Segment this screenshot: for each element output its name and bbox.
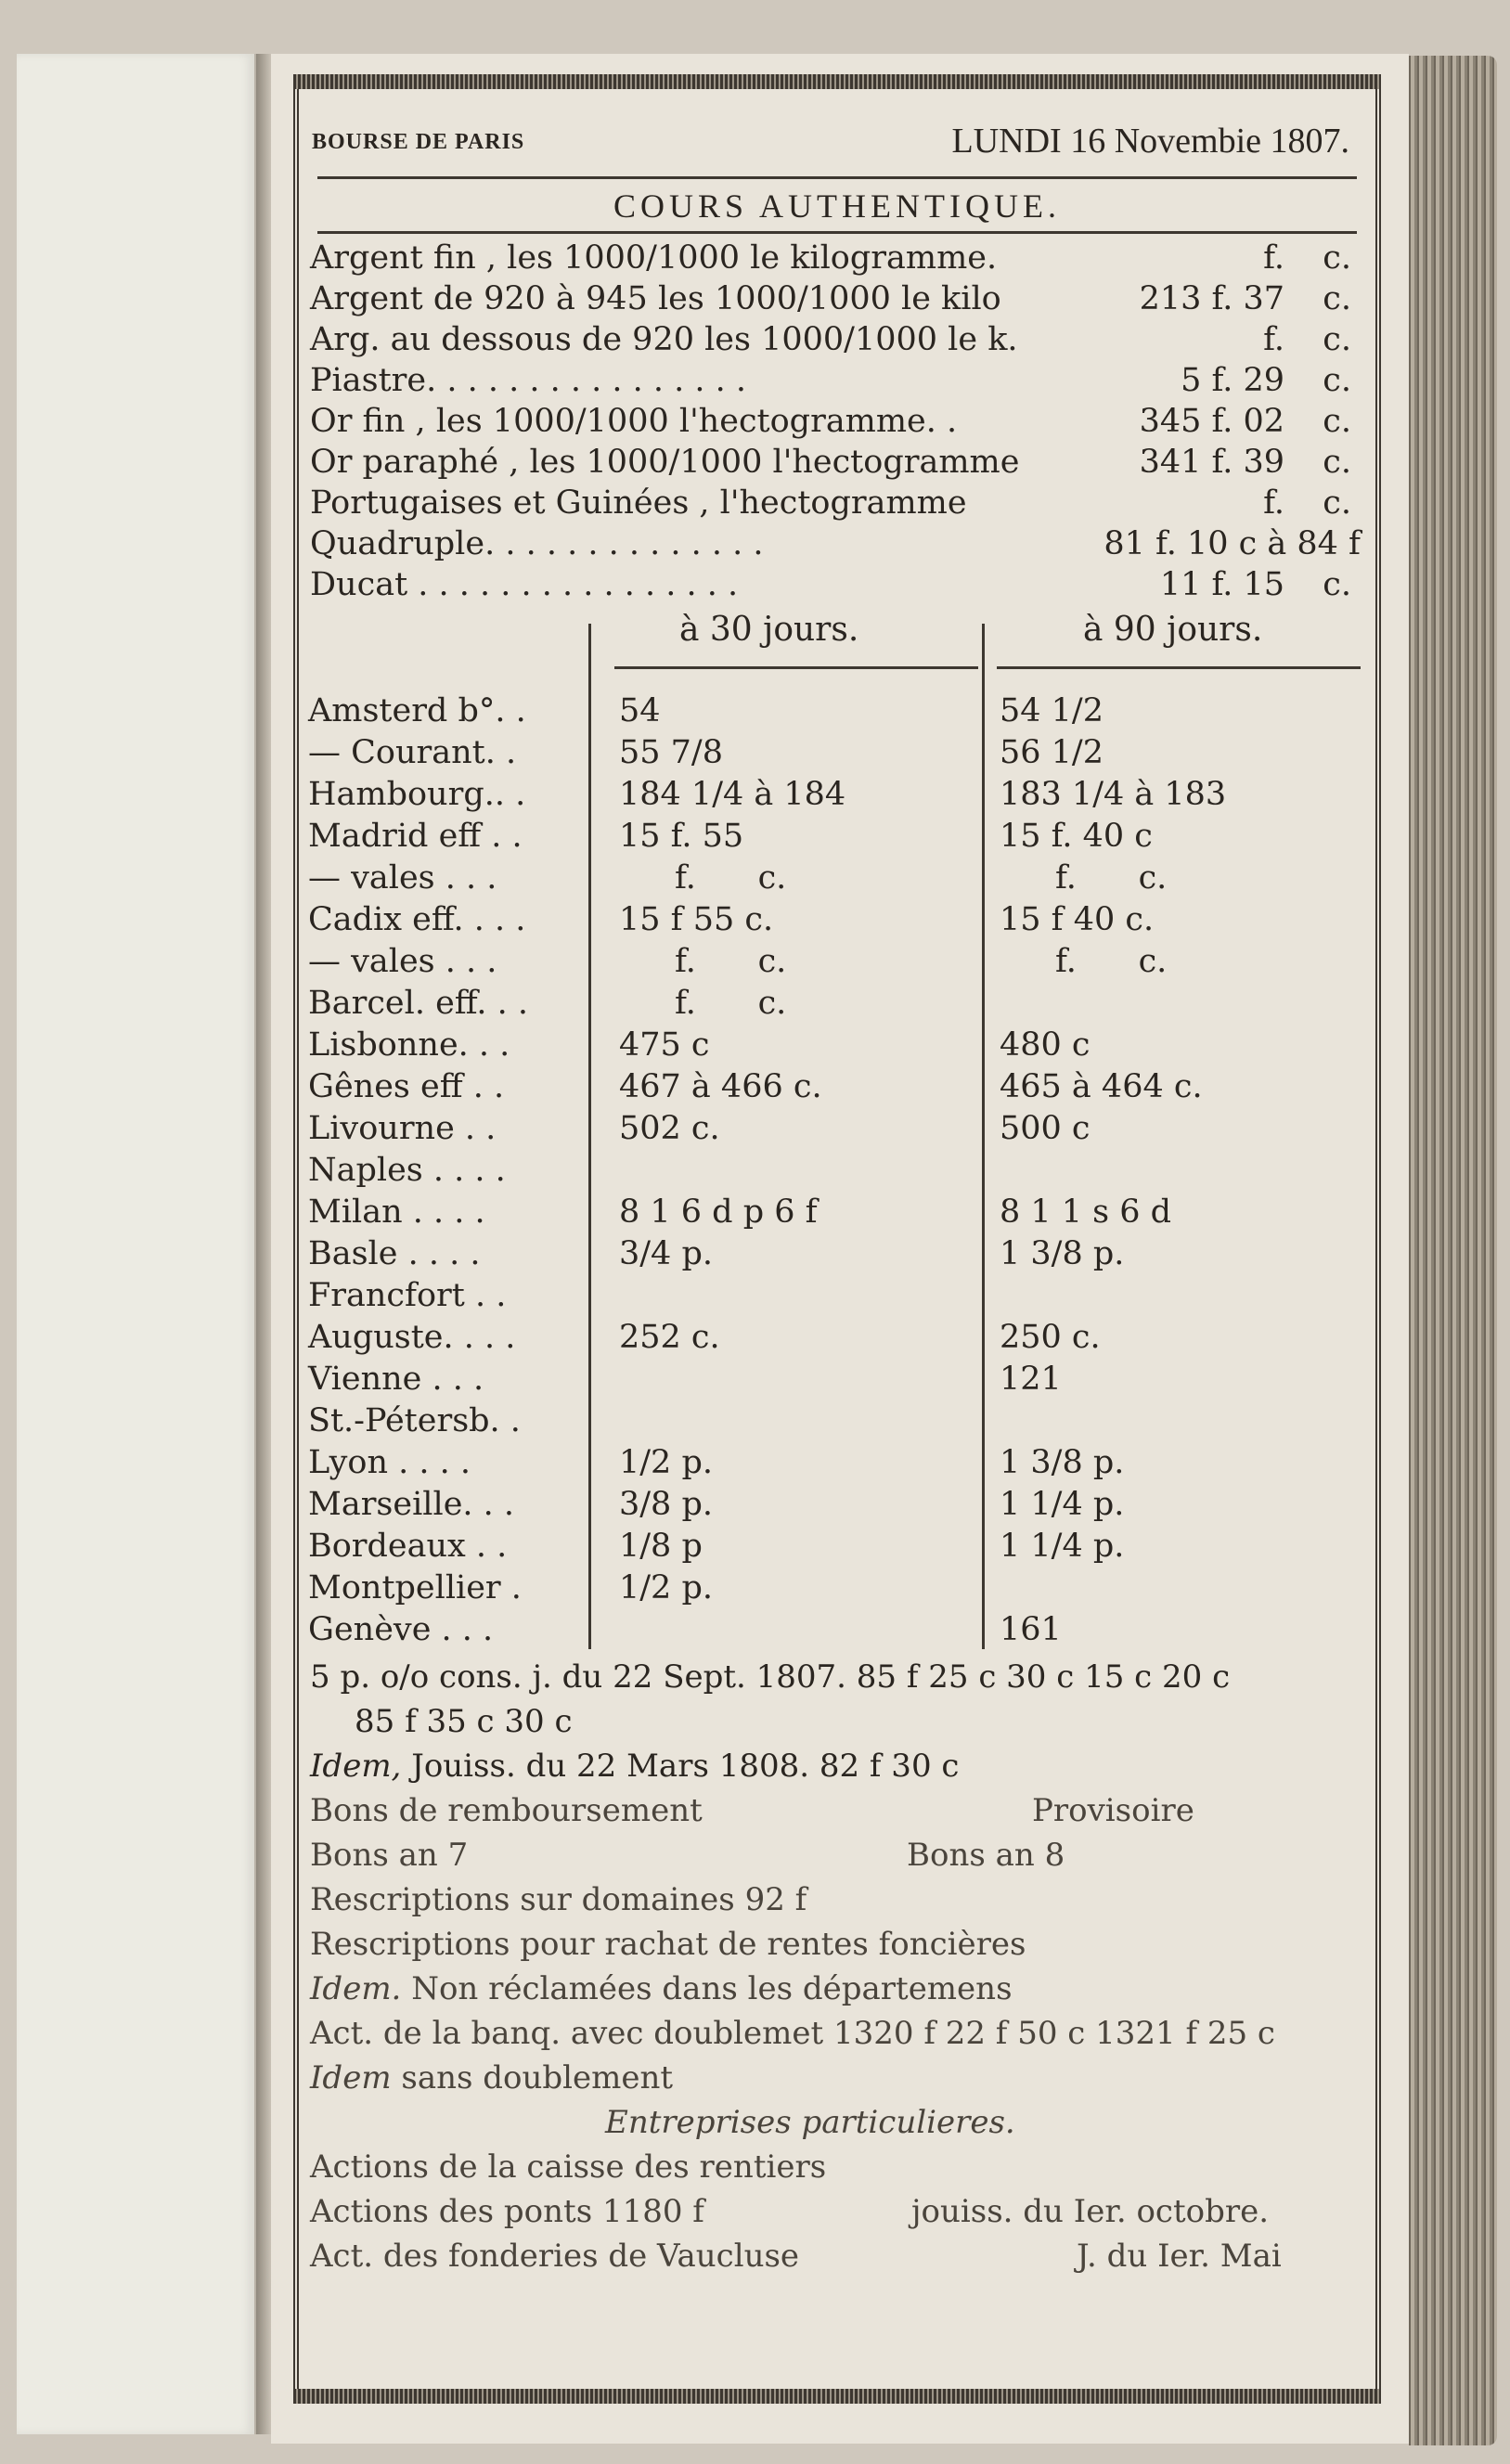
metal-francs: f. — [1263, 321, 1284, 358]
entreprises-heading: Entreprises particulieres. — [605, 2104, 1015, 2141]
metal-row — [308, 444, 1366, 484]
rate-90: 465 à 464 c. — [1000, 1068, 1203, 1105]
rate-90: 56 1/2 — [1000, 734, 1103, 771]
place-name: Cadix eff. . . . — [308, 901, 526, 938]
funds-line — [308, 2104, 1366, 2148]
metal-price-range: 81 f. 10 c à 84 f — [1103, 525, 1361, 562]
place-name: — vales . . . — [308, 859, 497, 897]
rate-90: 8 1 1 s 6 d — [1000, 1193, 1172, 1231]
metals-table — [308, 239, 1366, 607]
rate-90: f. c. — [1055, 859, 1168, 897]
actions-banque: Act. de la banq. avec doublemet 1320 f 22 f 50 c 1321 f 25 c — [310, 2015, 1275, 2052]
bourse-label: BOURSE DE PARIS — [312, 130, 525, 154]
funds-line — [308, 2148, 1366, 2193]
ponts-jouissance: jouiss. du Ier. octobre. — [911, 2193, 1270, 2230]
frame-bottom-border — [293, 2389, 1381, 2404]
caisse-rentiers: Actions de la caisse des rentiers — [310, 2148, 827, 2186]
funds-line — [308, 2193, 1366, 2238]
exchange-row — [308, 1611, 1366, 1653]
rate-30: 15 f 55 c. — [619, 901, 774, 938]
rate-30: 184 1/4 à 184 — [619, 776, 846, 813]
metal-cents: c. — [1323, 403, 1351, 440]
idem-non-reclamees — [310, 1970, 1013, 2007]
rate-30: 1/2 p. — [619, 1569, 713, 1606]
metal-row — [308, 321, 1366, 362]
exchange-row — [308, 818, 1366, 859]
metal-label: Argent de 920 à 945 les 1000/1000 le kilo — [310, 280, 1001, 317]
page-edges — [1409, 56, 1497, 2445]
rate-30: 502 c. — [619, 1110, 720, 1147]
idem-label: Idem. — [310, 1970, 402, 2007]
metal-francs: 5 f. 29 — [1181, 362, 1284, 399]
header-90-days: à 90 jours. — [1083, 611, 1263, 649]
metal-row — [308, 280, 1366, 321]
funds-line — [308, 1926, 1366, 1970]
funds-line — [308, 1658, 1366, 1703]
funds-line — [308, 1792, 1366, 1837]
place-name: Basle . . . . — [308, 1235, 481, 1272]
metal-francs: 11 f. 15 — [1159, 566, 1284, 603]
header-90-rule — [997, 666, 1361, 669]
metal-label: Piastre. . . . . . . . . . . . . . . . — [310, 362, 746, 399]
place-name: — Courant. . — [308, 734, 517, 771]
exchange-row — [308, 1277, 1366, 1319]
funds-line — [308, 1881, 1366, 1926]
funds-line — [308, 1748, 1366, 1792]
exchange-row — [308, 1235, 1366, 1277]
metal-cents: c. — [1323, 362, 1351, 399]
funds-line — [308, 2015, 1366, 2059]
metal-francs: f. — [1263, 239, 1284, 277]
metal-francs: 341 f. 39 — [1139, 444, 1284, 481]
place-name: Gênes eff . . — [308, 1068, 505, 1105]
metal-francs: 213 f. 37 — [1139, 280, 1284, 317]
fonderies-vaucluse: Act. des fonderies de Vaucluse — [310, 2238, 800, 2275]
metal-row — [308, 525, 1366, 566]
place-name: Marseille. . . — [308, 1486, 515, 1523]
place-name: Bordeaux . . — [308, 1528, 508, 1565]
metal-cents: c. — [1323, 280, 1351, 317]
metal-cents: c. — [1323, 239, 1351, 277]
metal-cents: c. — [1323, 566, 1351, 603]
exchange-row — [308, 1319, 1366, 1361]
rate-30: 3/4 p. — [619, 1235, 713, 1272]
place-name: Francfort . . — [308, 1277, 507, 1314]
metal-label: Or fin , les 1000/1000 l'hectogramme. . — [310, 403, 958, 440]
exchange-row — [308, 1068, 1366, 1110]
bons-remboursement: Bons de remboursement — [310, 1792, 703, 1829]
metal-label: Ducat . . . . . . . . . . . . . . . . — [310, 566, 739, 603]
rate-90: 161 — [1000, 1611, 1062, 1648]
exchange-row — [308, 1486, 1366, 1528]
rate-90: 1 1/4 p. — [1000, 1528, 1125, 1565]
rate-30: f. c. — [675, 859, 787, 897]
funds-line — [308, 1837, 1366, 1881]
place-name: Barcel. eff. . . — [308, 985, 529, 1022]
exchange-row — [308, 776, 1366, 818]
exchange-row — [308, 734, 1366, 776]
exchange-row — [308, 1110, 1366, 1152]
metal-row — [308, 484, 1366, 525]
place-name: Vienne . . . — [308, 1361, 484, 1398]
exchange-row — [308, 1026, 1366, 1068]
metal-cents: c. — [1323, 484, 1351, 522]
idem-sans-doublement — [310, 2059, 673, 2096]
exchange-table — [308, 692, 1366, 1653]
rate-30: 467 à 466 c. — [619, 1068, 822, 1105]
rate-90: 500 c — [1000, 1110, 1091, 1147]
place-name: St.-Pétersb. . — [308, 1402, 521, 1439]
exchange-row — [308, 692, 1366, 734]
idem-label: Idem, — [310, 1748, 402, 1785]
book-spine — [256, 54, 271, 2434]
rate-90: 15 f 40 c. — [1000, 901, 1155, 938]
exchange-row — [308, 1193, 1366, 1235]
place-name: Milan . . . . — [308, 1193, 485, 1231]
provisoire-label: Provisoire — [1032, 1792, 1194, 1829]
place-name: Auguste. . . . — [308, 1319, 516, 1356]
page-header — [308, 121, 1366, 176]
rate-30: 55 7/8 — [619, 734, 723, 771]
rescriptions-domaines: Rescriptions sur domaines 92 f — [310, 1881, 807, 1918]
exchange-row — [308, 1152, 1366, 1193]
exchange-row — [308, 943, 1366, 985]
exchange-row — [308, 1402, 1366, 1444]
rate-30: 8 1 6 d p 6 f — [619, 1193, 818, 1231]
metal-label: Arg. au dessous de 920 les 1000/1000 le k. — [310, 321, 1018, 358]
funds-line — [308, 2238, 1366, 2282]
exchange-row — [308, 1528, 1366, 1569]
header-30-rule — [614, 666, 978, 669]
rate-90: f. c. — [1055, 943, 1168, 980]
rate-30: 475 c — [619, 1026, 710, 1064]
rente-5pct: 5 p. o/o cons. j. du 22 Sept. 1807. 85 f 25 c 30 c 15 c 20 c — [310, 1658, 1231, 1696]
place-name: Amsterd b°. . — [308, 692, 526, 729]
metal-row — [308, 403, 1366, 444]
rate-90: 54 1/2 — [1000, 692, 1103, 729]
metal-cents: c. — [1323, 321, 1351, 358]
bulletin-content — [308, 121, 1366, 2282]
exchange-header — [308, 607, 1366, 692]
metal-francs: 345 f. 02 — [1139, 403, 1284, 440]
rate-90: 1 3/8 p. — [1000, 1444, 1125, 1481]
rate-90: 1 3/8 p. — [1000, 1235, 1125, 1272]
funds-line — [308, 1970, 1366, 2015]
place-name: Hambourg.. . — [308, 776, 526, 813]
metal-francs: f. — [1263, 484, 1284, 522]
place-name: Lisbonne. . . — [308, 1026, 510, 1064]
place-name: Genève . . . — [308, 1611, 494, 1648]
funds-line — [308, 2059, 1366, 2104]
rate-90: 15 f. 40 c — [1000, 818, 1153, 855]
page-title: COURS AUTHENTIQUE. — [613, 187, 1061, 225]
metal-label: Portugaises et Guinées , l'hectogramme — [310, 484, 967, 522]
metal-cents: c. — [1323, 444, 1351, 481]
metal-row — [308, 239, 1366, 280]
actions-ponts: Actions des ponts 1180 f — [310, 2193, 704, 2230]
exchange-row — [308, 901, 1366, 943]
metal-label: Or paraphé , les 1000/1000 l'hectogramme — [310, 444, 1020, 481]
rate-30: 15 f. 55 — [619, 818, 744, 855]
frame-top-border — [293, 74, 1381, 89]
rate-90: 121 — [1000, 1361, 1062, 1398]
rate-30: f. c. — [675, 943, 787, 980]
sans-doublement-text: sans doublement — [401, 2059, 674, 2096]
fonderies-jouissance: J. du Ier. Mai — [1077, 2238, 1282, 2275]
title-rule — [317, 231, 1357, 234]
rate-90: 183 1/4 à 183 — [1000, 776, 1227, 813]
exchange-row — [308, 1444, 1366, 1486]
rate-90: 480 c — [1000, 1026, 1091, 1064]
exchange-row — [308, 1569, 1366, 1611]
date-label: LUNDI 16 Novembie 1807. — [951, 122, 1349, 161]
rate-30: 3/8 p. — [619, 1486, 713, 1523]
idem-jouiss-value: Jouiss. du 22 Mars 1808. 82 f 30 c — [411, 1748, 960, 1785]
exchange-row — [308, 985, 1366, 1026]
rate-30: 54 — [619, 692, 661, 729]
funds-section — [308, 1658, 1366, 2282]
bons-an-8: Bons an 8 — [907, 1837, 1065, 1874]
rate-90: 250 c. — [1000, 1319, 1101, 1356]
exchange-row — [308, 859, 1366, 901]
rate-30: 1/2 p. — [619, 1444, 713, 1481]
place-name: Montpellier . — [308, 1569, 522, 1606]
non-reclamees-text: Non réclamées dans les départemens — [411, 1970, 1013, 2007]
bons-an-7: Bons an 7 — [310, 1837, 469, 1874]
metal-row — [308, 566, 1366, 607]
rate-30: 252 c. — [619, 1319, 720, 1356]
place-name: Lyon . . . . — [308, 1444, 471, 1481]
place-name: Madrid eff . . — [308, 818, 523, 855]
rate-90: 1 1/4 p. — [1000, 1486, 1125, 1523]
metal-row — [308, 362, 1366, 403]
idem-jouiss — [310, 1748, 959, 1785]
rente-5pct-cont: 85 f 35 c 30 c — [355, 1703, 573, 1740]
rate-30: 1/8 p — [619, 1528, 703, 1565]
rescriptions-rachat: Rescriptions pour rachat de rentes foncières — [310, 1926, 1026, 1963]
metal-label: Quadruple. . . . . . . . . . . . . . — [310, 525, 764, 562]
rate-30: f. c. — [675, 985, 787, 1022]
place-name: — vales . . . — [308, 943, 497, 980]
place-name: Naples . . . . — [308, 1152, 506, 1189]
header-30-days: à 30 jours. — [679, 611, 859, 649]
left-page — [17, 54, 256, 2434]
metal-label: Argent fin , les 1000/1000 le kilogramme. — [310, 239, 998, 277]
place-name: Livourne . . — [308, 1110, 497, 1147]
exchange-row — [308, 1361, 1366, 1402]
funds-line — [308, 1703, 1366, 1748]
idem-label: Idem — [310, 2059, 392, 2096]
